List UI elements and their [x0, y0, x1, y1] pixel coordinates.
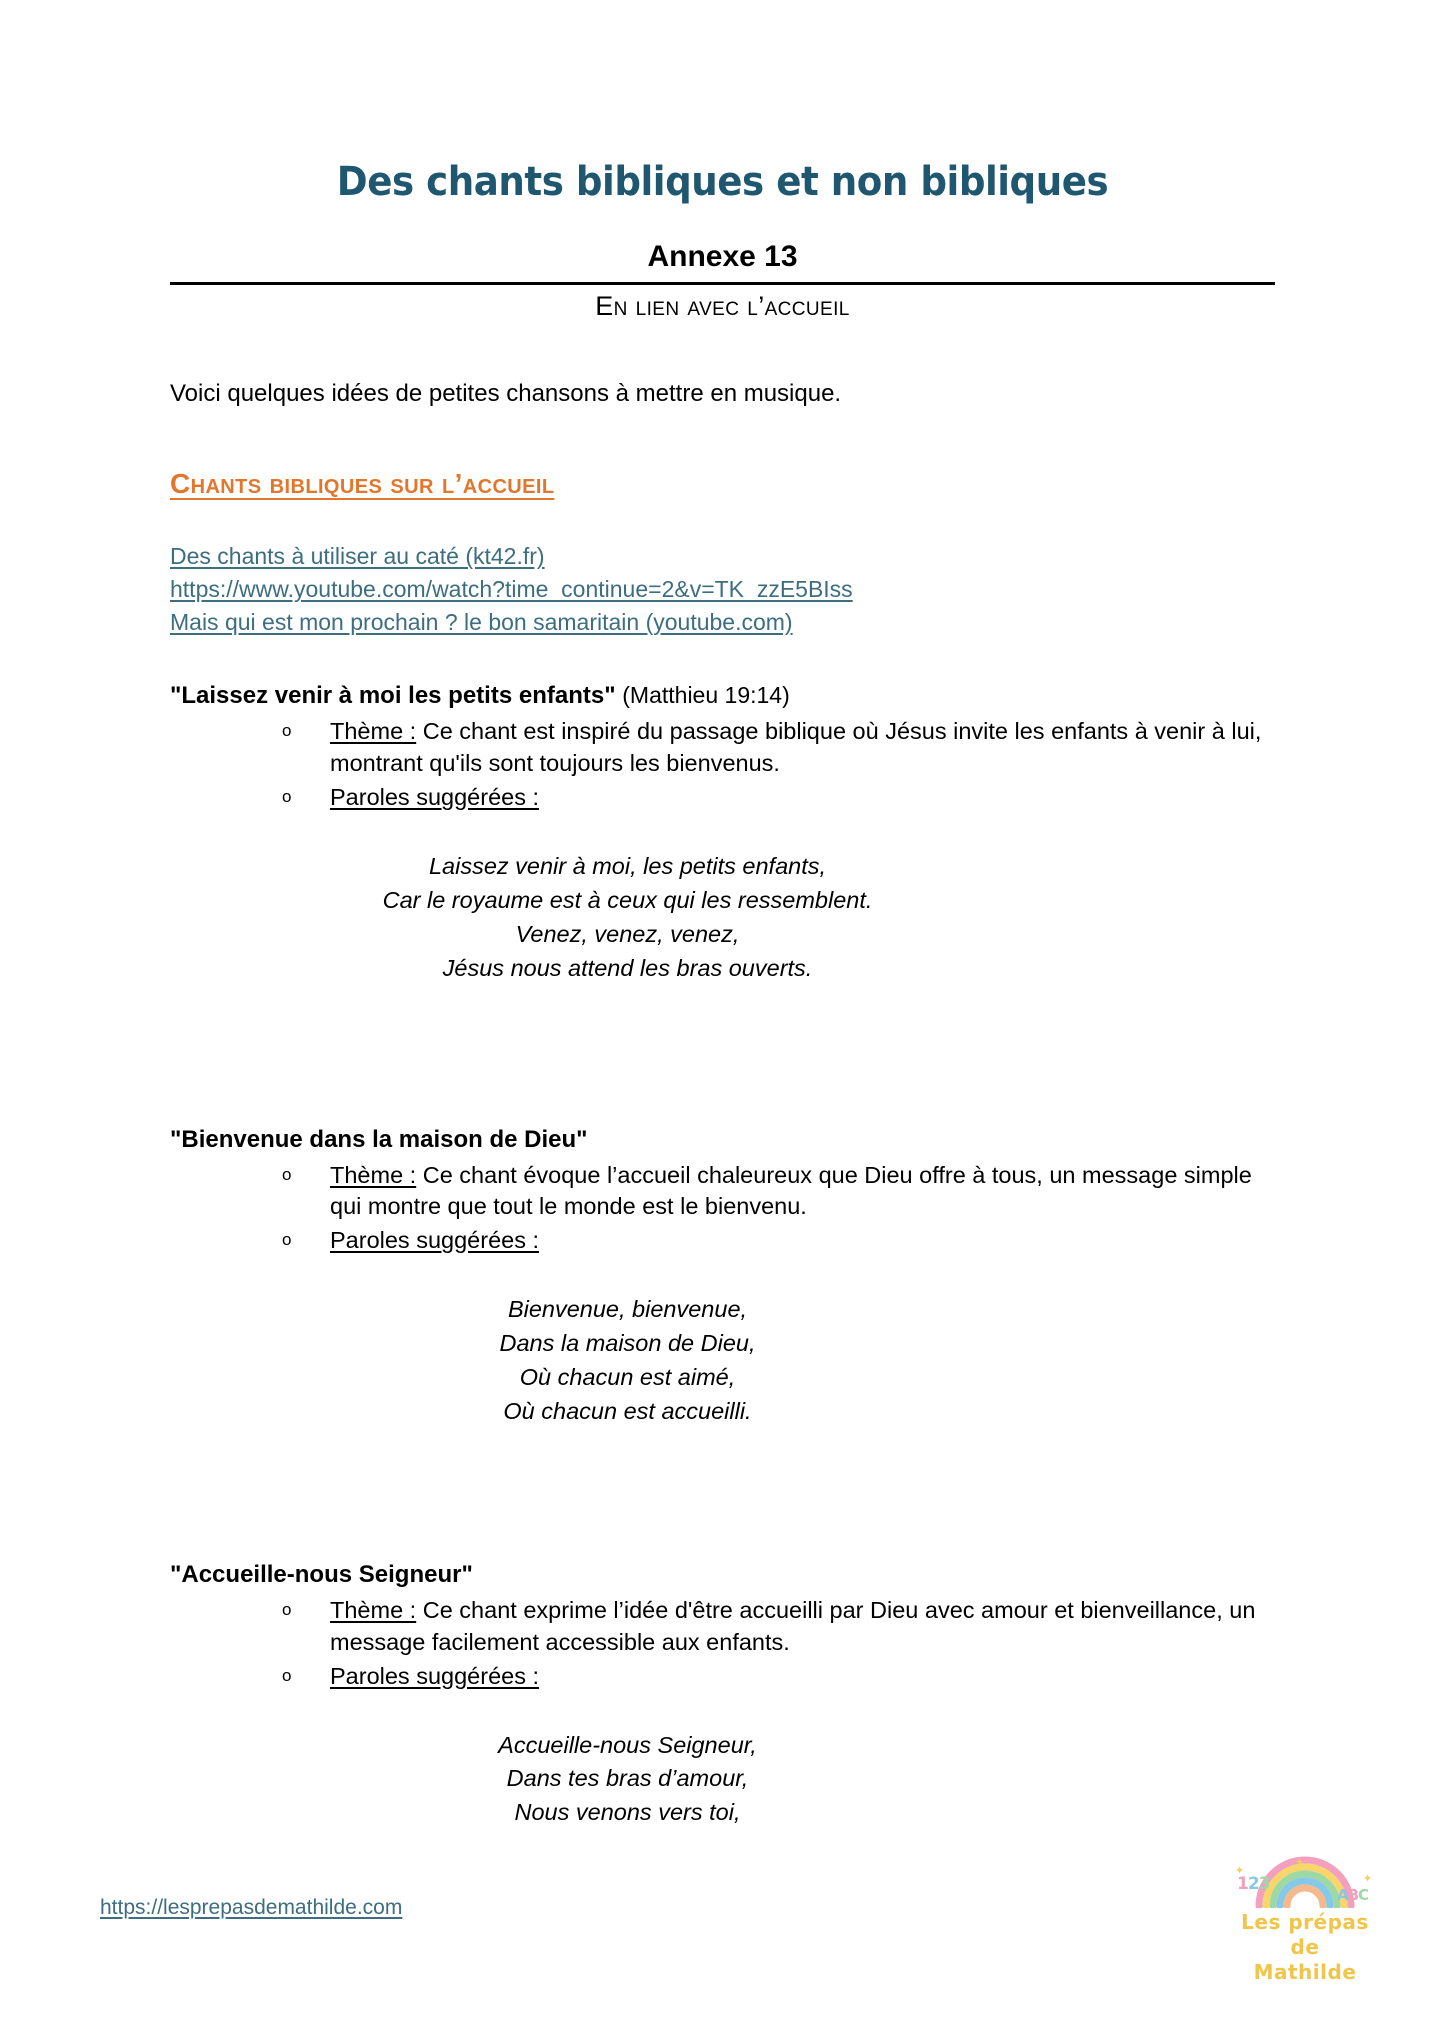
song-title	[170, 1108, 1275, 1154]
bullet-marker: o	[282, 1230, 292, 1250]
letters-blocks-icon: ABC	[1337, 1886, 1369, 1904]
lyric-line: Accueille-nous Seigneur,	[498, 1731, 757, 1758]
song-title	[170, 1543, 1275, 1589]
lyric-line: Car le royaume est à ceux qui les ressemblent.	[382, 887, 873, 914]
song-entry	[170, 1082, 1275, 1429]
song-entry	[170, 1517, 1275, 1830]
song-title	[170, 664, 1275, 710]
song-details-list	[170, 1160, 1275, 1258]
theme-label: Thème :	[330, 1161, 417, 1188]
sparkle-icon: ✦	[1235, 1865, 1245, 1877]
annexe-label: Annexe 13	[647, 240, 798, 273]
theme-label: Thème :	[330, 1596, 417, 1623]
theme-text: Ce chant évoque l’accueil chaleureux que Dieu offre à tous, un message simple qui montre que tout le monde est le bienvenu.	[330, 1161, 1252, 1220]
lyric-line: Jésus nous attend les bras ouverts.	[442, 954, 813, 981]
lyric-line: Dans tes bras d’amour,	[506, 1765, 749, 1792]
brand-logo	[1225, 1852, 1385, 1987]
song-entry	[170, 638, 1275, 985]
reference-link-1[interactable]: Des chants à utiliser au caté (kt42.fr)	[170, 543, 545, 570]
bullet-marker: o	[282, 1164, 292, 1184]
song-lyrics	[170, 1257, 1275, 1428]
section-heading-chants-bibliques: Chants bibliques sur l’accueil	[170, 468, 555, 500]
spacer	[170, 1429, 1275, 1517]
lyric-line: Où chacun est aimé,	[519, 1364, 736, 1391]
bullet-marker: o	[282, 721, 292, 741]
list-item-paroles	[282, 1661, 1275, 1693]
theme-text: Ce chant exprime l’idée d'être accueilli par Dieu avec amour et bienveillance, un message facilement accessible aux enfants.	[330, 1596, 1256, 1655]
theme-label: Thème :	[330, 718, 417, 745]
list-item-theme	[282, 1160, 1275, 1224]
sparkle-icon: ✦	[1363, 1873, 1373, 1885]
paroles-label: Paroles suggérées :	[330, 1227, 540, 1254]
intro-paragraph: Voici quelques idées de petites chansons à mettre en musique.	[170, 380, 842, 407]
bullet-marker: o	[282, 787, 292, 807]
list-item-paroles	[282, 1225, 1275, 1257]
paroles-label: Paroles suggérées :	[330, 1662, 540, 1689]
song-details-list	[170, 1595, 1275, 1693]
song-title-text: "Accueille-nous Seigneur"	[170, 1560, 473, 1588]
list-item-theme	[282, 716, 1275, 780]
footer-website-link[interactable]: https://lesprepasdemathilde.com	[100, 1896, 403, 1919]
lyric-line: Nous venons vers toi,	[514, 1799, 741, 1826]
brand-name	[1225, 1910, 1385, 1985]
bullet-marker: o	[282, 1665, 292, 1685]
lyric-line: Venez, venez, venez,	[515, 920, 740, 947]
lyric-line: Bienvenue, bienvenue,	[507, 1296, 748, 1323]
song-details-list	[170, 716, 1275, 814]
lyric-line: Dans la maison de Dieu,	[499, 1330, 756, 1357]
song-lyrics	[170, 814, 1275, 985]
lyric-line: Laissez venir à moi, les petits enfants,	[428, 853, 827, 880]
page-subtitle: En lien avec l’accueil	[595, 291, 850, 321]
document-content	[170, 0, 1275, 1830]
brand-line-1: Les prépas de	[1241, 1910, 1369, 1959]
reference-link-2[interactable]: https://www.youtube.com/watch?time_continue=2&v=TK_zzE5BIss	[170, 576, 853, 603]
spacer	[170, 986, 1275, 1082]
song-lyrics	[170, 1693, 1275, 1830]
numbers-blocks-icon: 123	[1237, 1874, 1270, 1894]
bullet-marker: o	[282, 1599, 292, 1619]
song-title-text: "Laissez venir à moi les petits enfants"	[170, 682, 616, 710]
reference-link-3[interactable]: Mais qui est mon prochain ? le bon samaritain (youtube.com)	[170, 608, 793, 635]
paroles-label: Paroles suggérées :	[330, 784, 540, 811]
theme-text: Ce chant est inspiré du passage biblique où Jésus invite les enfants à venir à lui, montrant qu'ils sont toujours les bienvenus.	[330, 718, 1262, 777]
list-item-paroles	[282, 782, 1275, 814]
lyric-line: Où chacun est accueilli.	[503, 1397, 752, 1424]
page-title: Des chants bibliques et non bibliques	[336, 159, 1109, 205]
song-title-text: "Bienvenue dans la maison de Dieu"	[170, 1125, 588, 1153]
list-item-theme	[282, 1595, 1275, 1659]
sparkle-icon: ✦	[1295, 1857, 1305, 1869]
reference-links	[170, 500, 1275, 638]
brand-line-2: Mathilde	[1253, 1960, 1357, 1984]
song-reference: (Matthieu 19:14)	[622, 682, 790, 709]
